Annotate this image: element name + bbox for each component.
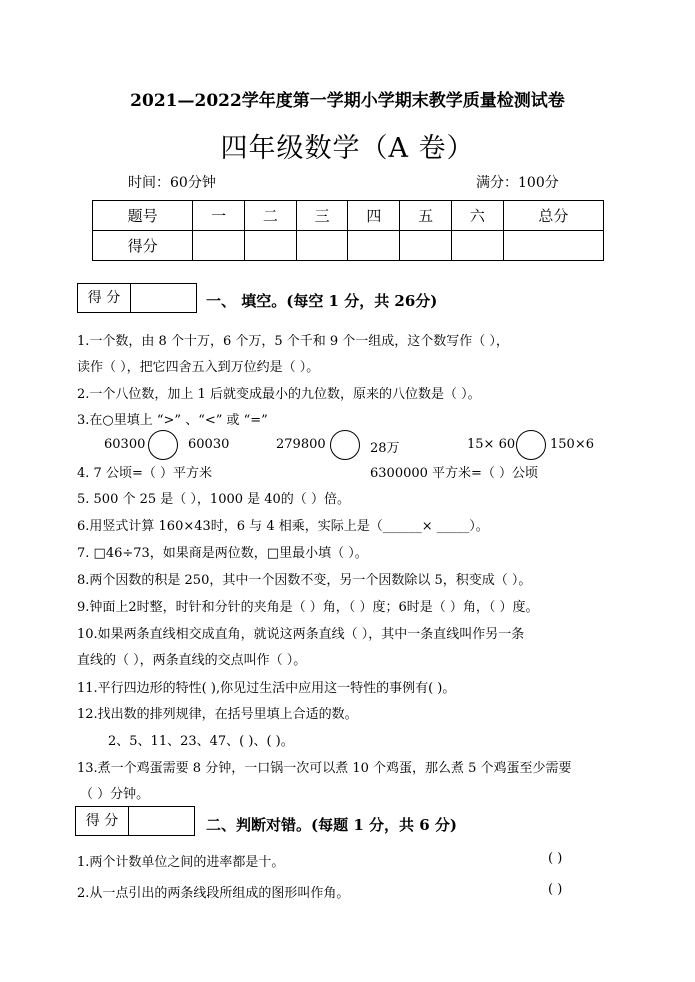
score-table bbox=[92, 200, 604, 261]
full-score: 满分：100分 bbox=[476, 175, 559, 191]
score-table-cell: 三 bbox=[296, 201, 348, 231]
compare-circle[interactable] bbox=[148, 430, 178, 460]
score-box-label: 得 分 bbox=[76, 807, 129, 835]
score-table-blank-cell[interactable] bbox=[503, 231, 603, 261]
score-box-blank[interactable] bbox=[131, 284, 196, 312]
exam-title: 2021—2022学年度第一学期小学期末教学质量检测试卷 bbox=[130, 91, 565, 111]
score-table-blank-cell[interactable] bbox=[451, 231, 503, 261]
score-table-blank-cell[interactable] bbox=[400, 231, 452, 261]
score-table-cell: 六 bbox=[451, 201, 503, 231]
compare-left-3: 15× 60 bbox=[467, 437, 516, 452]
question-5: 5. 500 个 25 是（ ），1000 是 40的（ ）倍。 bbox=[77, 492, 350, 507]
section1-title: 一、 填空。(每空 1 分，共 26分) bbox=[206, 292, 438, 310]
score-table-score-row bbox=[93, 231, 604, 261]
judge-answer-paren[interactable]: ( ) bbox=[548, 882, 563, 897]
score-table-cell: 题号 bbox=[93, 201, 193, 231]
section2-score-box bbox=[75, 806, 195, 836]
compare-circle[interactable] bbox=[516, 430, 546, 460]
question-7: 7. □46÷73，如果商是两位数，□里最小填（ ）。 bbox=[77, 546, 368, 561]
score-table-blank-cell[interactable] bbox=[348, 231, 400, 261]
score-table-blank-cell[interactable] bbox=[244, 231, 296, 261]
question-4a: 4. 7 公顷=（ ）平方米 bbox=[77, 466, 212, 481]
question-10-line2: 直线的（ ），两条直线的交点叫作（ ）。 bbox=[77, 653, 307, 668]
section1-score-box bbox=[77, 283, 197, 313]
score-box-label: 得 分 bbox=[78, 284, 131, 312]
question-12: 12.找出数的排列规律，在括号里填上合适的数。 bbox=[77, 707, 358, 722]
question-1-line2: 读作（ ），把它四舍五入到万位约是（ ）。 bbox=[77, 360, 320, 375]
compare-left-2: 279800 bbox=[276, 437, 326, 452]
score-table-cell: 四 bbox=[348, 201, 400, 231]
question-12-sequence: 2、5、11、23、47、( )、( )。 bbox=[108, 734, 294, 749]
question-4b: 6300000 平方米=（ ）公顷 bbox=[370, 466, 539, 481]
question-13-line2: （ ）分钟。 bbox=[80, 787, 150, 802]
score-table-blank-cell[interactable] bbox=[193, 231, 245, 261]
compare-right-3: 150×6 bbox=[550, 437, 594, 452]
exam-time: 时间：60分钟 bbox=[128, 175, 216, 191]
score-table-cell: 二 bbox=[244, 201, 296, 231]
score-box-blank[interactable] bbox=[129, 807, 194, 835]
score-table-cell: 一 bbox=[193, 201, 245, 231]
compare-right-1: 60030 bbox=[188, 437, 230, 452]
question-2: 2.一个八位数，加上 1 后就变成最小的九位数，原来的八位数是（ ）。 bbox=[77, 387, 481, 402]
question-10-line1: 10.如果两条直线相交成直角，就说这两条直线（ ），其中一条直线叫作另一条 bbox=[77, 627, 525, 642]
question-6: 6.用竖式计算 160×43时，6 与 4 相乘，实际上是（______× _____）。 bbox=[77, 519, 489, 534]
judge-question-2: 2.从一点引出的两条线段所组成的图形叫作角。 bbox=[77, 886, 350, 901]
score-table-header-row bbox=[93, 201, 604, 231]
score-table-cell: 得分 bbox=[93, 231, 193, 261]
judge-question-1: 1.两个计数单位之间的进率都是十。 bbox=[77, 855, 285, 870]
score-table-cell: 总分 bbox=[503, 201, 603, 231]
question-9: 9.钟面上2时整，时针和分针的夹角是（ ）角，（ ）度；6时是（ ）角，（ ）度。 bbox=[77, 600, 539, 615]
section2-title: 二、判断对错。(每题 1 分，共 6 分) bbox=[206, 816, 457, 834]
question-13-line1: 13.煮一个鸡蛋需要 8 分钟，一口锅一次可以煮 10 个鸡蛋，那么煮 5 个鸡蛋至少需要 bbox=[77, 761, 572, 776]
judge-answer-paren[interactable]: ( ) bbox=[548, 851, 563, 866]
question-8: 8.两个因数的积是 250，其中一个因数不变，另一个因数除以 5，积变成（ ）。 bbox=[77, 573, 532, 588]
question-1-line1: 1.一个数，由 8 个十万，6 个万，5 个千和 9 个一组成，这个数写作（ ）， bbox=[77, 334, 509, 349]
score-table-cell: 五 bbox=[400, 201, 452, 231]
question-11: 11.平行四边形的特性( ),你见过生活中应用这一特性的事例有( )。 bbox=[77, 681, 456, 696]
compare-circle[interactable] bbox=[330, 430, 360, 460]
score-table-blank-cell[interactable] bbox=[296, 231, 348, 261]
compare-right-2: 28万 bbox=[370, 441, 400, 456]
subject-title: 四年级数学（A 卷） bbox=[220, 133, 475, 164]
question-3: 3.在○里填上 “>” 、“<” 或 “=” bbox=[77, 413, 268, 428]
compare-left-1: 60300 bbox=[104, 437, 146, 452]
